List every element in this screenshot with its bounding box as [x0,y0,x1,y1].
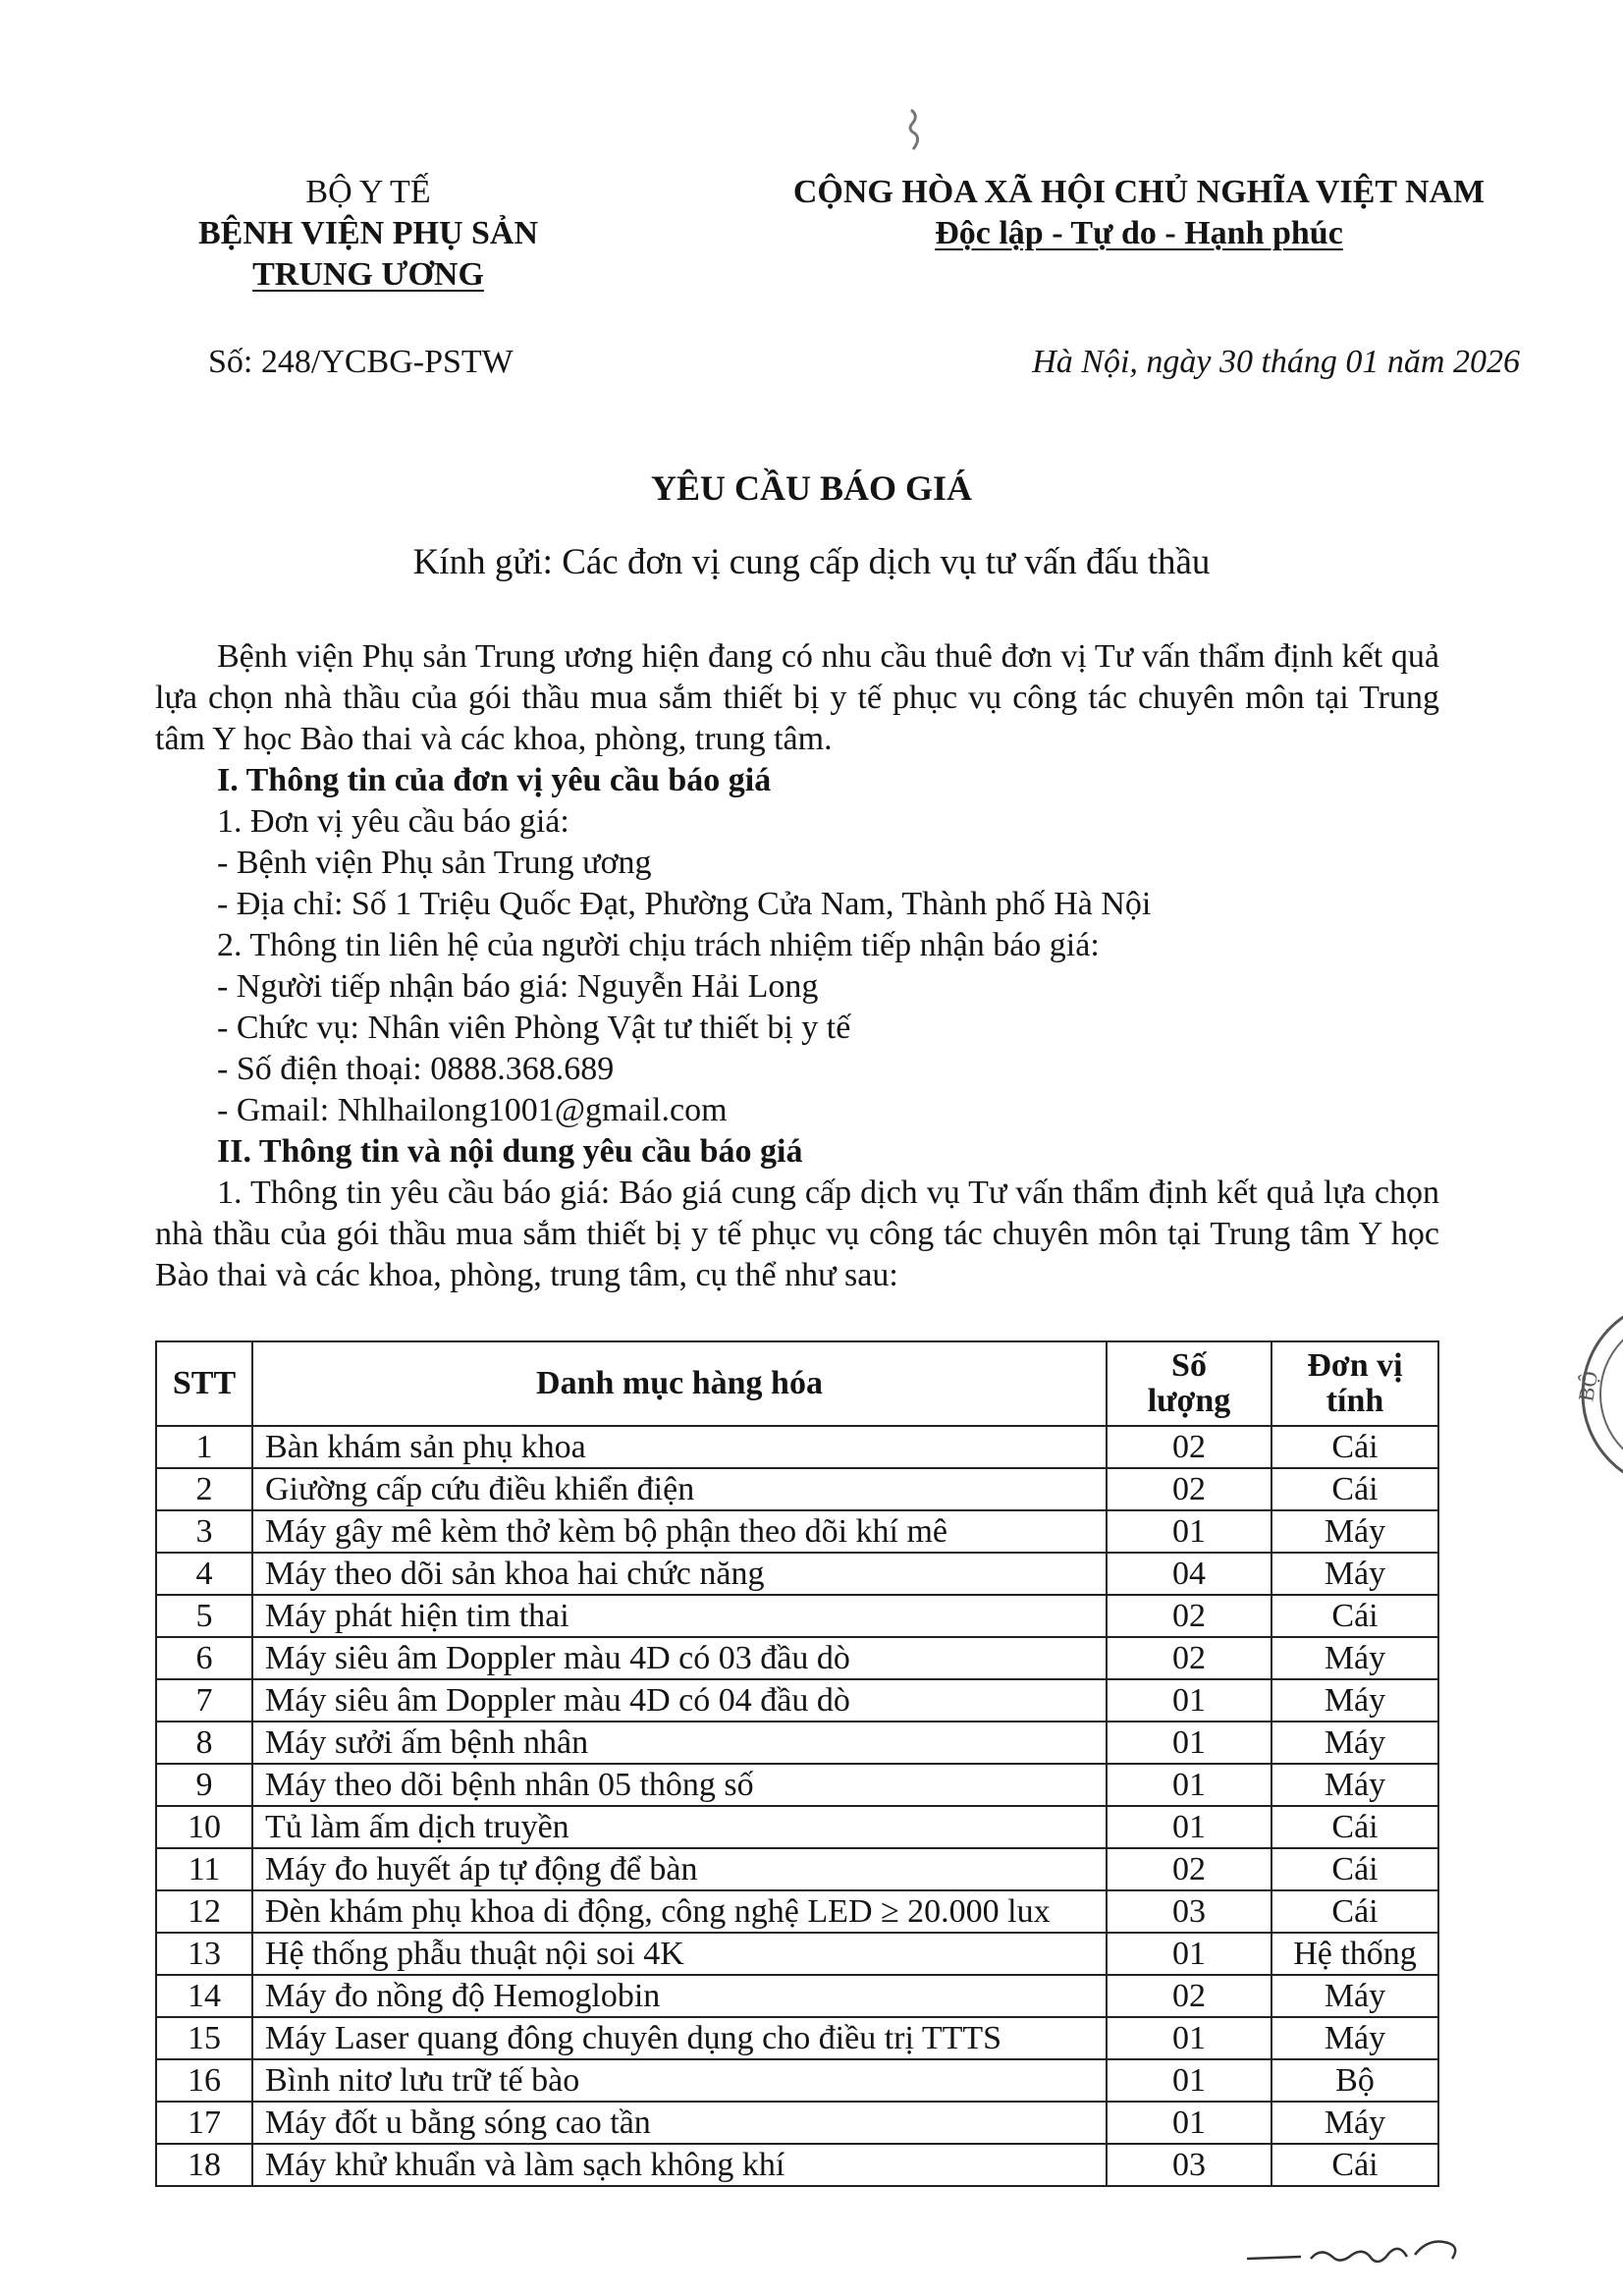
intro-paragraph: Bệnh viện Phụ sản Trung ương hiện đang có nhu cầu thuê đơn vị Tư vấn thẩm định kết quả lựa chọn nhà thầu của gói thầu mua sắm thiết bị y tế phục vụ công tác chuyên môn tại Trung tâm Y học Bào thai và các khoa, phòng, trung tâm. [155,638,1439,757]
row-unit: Cái [1271,1890,1438,1933]
row-stt: 3 [156,1510,252,1553]
row-qty: 02 [1107,1595,1271,1637]
header-qty-line1: Số [1171,1347,1207,1384]
row-qty: 03 [1107,2144,1271,2186]
row-stt: 8 [156,1722,252,1764]
stamp-icon [1569,1296,1623,1493]
document-date: Hà Nội, ngày 30 tháng 01 năm 2026 [1032,344,1520,380]
row-stt: 10 [156,1806,252,1848]
unit-address: - Địa chỉ: Số 1 Triệu Quốc Đạt, Phường Cửa Nam, Thành phố Hà Nội [217,886,1152,922]
row-stt: 13 [156,1933,252,1975]
row-unit: Máy [1271,1679,1438,1722]
table-row [156,2102,1438,2144]
row-qty: 01 [1107,1722,1271,1764]
document-body [155,636,1439,1296]
row-unit: Bộ [1271,2059,1438,2102]
row-unit: Cái [1271,1468,1438,1510]
row-qty: 01 [1107,1679,1271,1722]
row-stt: 1 [156,1426,252,1468]
row-qty: 01 [1107,1764,1271,1806]
row-qty: 01 [1107,2059,1271,2102]
row-qty: 01 [1107,1806,1271,1848]
header-unit [1271,1341,1438,1426]
table-row [156,1764,1438,1806]
row-qty: 01 [1107,2017,1271,2059]
table-row [156,1679,1438,1722]
row-item: Tủ làm ấm dịch truyền [252,1806,1107,1848]
row-qty: 02 [1107,1426,1271,1468]
row-qty: 02 [1107,1975,1271,2017]
row-item: Máy siêu âm Doppler màu 4D có 04 đầu dò [252,1679,1107,1722]
row-stt: 11 [156,1848,252,1890]
agency-header [147,172,589,296]
header-item: Danh mục hàng hóa [252,1341,1107,1426]
receiver-position: - Chức vụ: Nhân viên Phòng Vật tư thiết bị y tế [217,1010,851,1046]
row-stt: 12 [156,1890,252,1933]
stamp-text: BỘ [1573,1369,1603,1403]
row-stt: 4 [156,1553,252,1595]
receiver-email: - Gmail: Nhlhailong1001@gmail.com [217,1092,728,1128]
row-qty: 04 [1107,1553,1271,1595]
row-qty: 02 [1107,1468,1271,1510]
scan-mark-icon [903,106,927,155]
table-row [156,1510,1438,1553]
row-item: Máy siêu âm Doppler màu 4D có 03 đầu dò [252,1637,1107,1679]
document-title: YÊU CẦU BÁO GIÁ [650,468,973,508]
row-unit: Máy [1271,2017,1438,2059]
row-stt: 17 [156,2102,252,2144]
row-qty: 01 [1107,1510,1271,1553]
table-row [156,1722,1438,1764]
nation-name: CỘNG HÒA XÃ HỘI CHỦ NGHĨA VIỆT NAM [792,174,1486,210]
section2-heading: II. Thông tin và nội dung yêu cầu báo giá [217,1133,803,1170]
table-row [156,2017,1438,2059]
row-item: Máy khử khuẩn và làm sạch không khí [252,2144,1107,2186]
goods-table [155,1340,1439,2187]
header-qty-line2: lượng [1147,1383,1231,1419]
row-item: Giường cấp cứu điều khiển điện [252,1468,1107,1510]
section1-heading: I. Thông tin của đơn vị yêu cầu báo giá [217,762,772,798]
recipient-line: Kính gửi: Các đơn vị cung cấp dịch vụ tư vấn đấu thầu [412,542,1211,582]
row-item: Bình nitơ lưu trữ tế bào [252,2059,1107,2102]
document-number: Số: 248/YCBG-PSTW [208,344,514,380]
row-unit: Máy [1271,1722,1438,1764]
header-qty [1107,1341,1271,1426]
hospital-name-line2: TRUNG ƯƠNG [252,256,484,293]
row-qty: 01 [1107,2102,1271,2144]
header-unit-line2: tính [1325,1383,1384,1419]
table-row [156,2144,1438,2186]
row-unit: Máy [1271,1553,1438,1595]
section2-paragraph: 1. Thông tin yêu cầu báo giá: Báo giá cung cấp dịch vụ Tư vấn thẩm định kết quả lựa chọn nhà thầu của gói thầu mua sắm thiết bị y tế phục vụ công tác chuyên môn tại Trung tâm Y học Bào thai và các khoa, phòng, trung tâm, cụ thể như sau: [155,1175,1439,1293]
row-unit: Cái [1271,2144,1438,2186]
row-item: Máy đo huyết áp tự động để bàn [252,1848,1107,1890]
row-unit: Cái [1271,1848,1438,1890]
row-stt: 9 [156,1764,252,1806]
row-stt: 16 [156,2059,252,2102]
row-item: Máy theo dõi sản khoa hai chức năng [252,1553,1107,1595]
header-unit-line1: Đơn vị [1307,1347,1403,1384]
table-row [156,1890,1438,1933]
row-unit: Máy [1271,1637,1438,1679]
row-qty: 01 [1107,1933,1271,1975]
row-qty: 03 [1107,1890,1271,1933]
section1-sub1: 1. Đơn vị yêu cầu báo giá: [217,803,569,840]
row-unit: Cái [1271,1806,1438,1848]
receiver-name: - Người tiếp nhận báo giá: Nguyễn Hải Long [217,968,819,1005]
row-item: Máy Laser quang đông chuyên dụng cho điều trị TTTS [252,2017,1107,2059]
row-qty: 02 [1107,1637,1271,1679]
row-item: Máy đo nồng độ Hemoglobin [252,1975,1107,2017]
row-stt: 18 [156,2144,252,2186]
row-unit: Máy [1271,1764,1438,1806]
table-row [156,1637,1438,1679]
table-row [156,1426,1438,1468]
row-stt: 6 [156,1637,252,1679]
row-item: Máy theo dõi bệnh nhân 05 thông số [252,1764,1107,1806]
table-row [156,1848,1438,1890]
row-stt: 15 [156,2017,252,2059]
row-stt: 5 [156,1595,252,1637]
row-stt: 7 [156,1679,252,1722]
row-qty: 02 [1107,1848,1271,1890]
table-header-row [156,1341,1438,1426]
hospital-name-line1: BỆNH VIỆN PHỤ SẢN [197,215,539,251]
row-unit: Cái [1271,1426,1438,1468]
unit-name: - Bệnh viện Phụ sản Trung ương [217,845,652,881]
national-motto: Độc lập - Tự do - Hạnh phúc [935,215,1343,251]
row-stt: 14 [156,1975,252,2017]
table-row [156,1806,1438,1848]
row-item: Bàn khám sản phụ khoa [252,1426,1107,1468]
row-item: Máy phát hiện tim thai [252,1595,1107,1637]
signature-icon [1242,2229,1478,2278]
table-row [156,1553,1438,1595]
row-unit: Cái [1271,1595,1438,1637]
receiver-phone: - Số điện thoại: 0888.368.689 [217,1051,615,1087]
row-item: Máy sưởi ấm bệnh nhân [252,1722,1107,1764]
row-item: Máy gây mê kèm thở kèm bộ phận theo dõi khí mê [252,1510,1107,1553]
row-unit: Hệ thống [1271,1933,1438,1975]
row-unit: Máy [1271,1975,1438,2017]
table-body [156,1426,1438,2186]
row-unit: Máy [1271,1510,1438,1553]
row-item: Đèn khám phụ khoa di động, công nghệ LED ≥ 20.000 lux [252,1890,1107,1933]
header-stt: STT [156,1341,252,1426]
row-item: Hệ thống phẫu thuật nội soi 4K [252,1933,1107,1975]
ministry-name: BỘ Y TẾ [305,174,431,210]
row-stt: 2 [156,1468,252,1510]
table-row [156,2059,1438,2102]
row-unit: Máy [1271,2102,1438,2144]
row-item: Máy đốt u bằng sóng cao tần [252,2102,1107,2144]
table-row [156,1468,1438,1510]
national-header [746,172,1532,254]
table-row [156,1933,1438,1975]
table-row [156,1975,1438,2017]
table-row [156,1595,1438,1637]
section1-sub2: 2. Thông tin liên hệ của người chịu trách nhiệm tiếp nhận báo giá: [217,927,1100,963]
